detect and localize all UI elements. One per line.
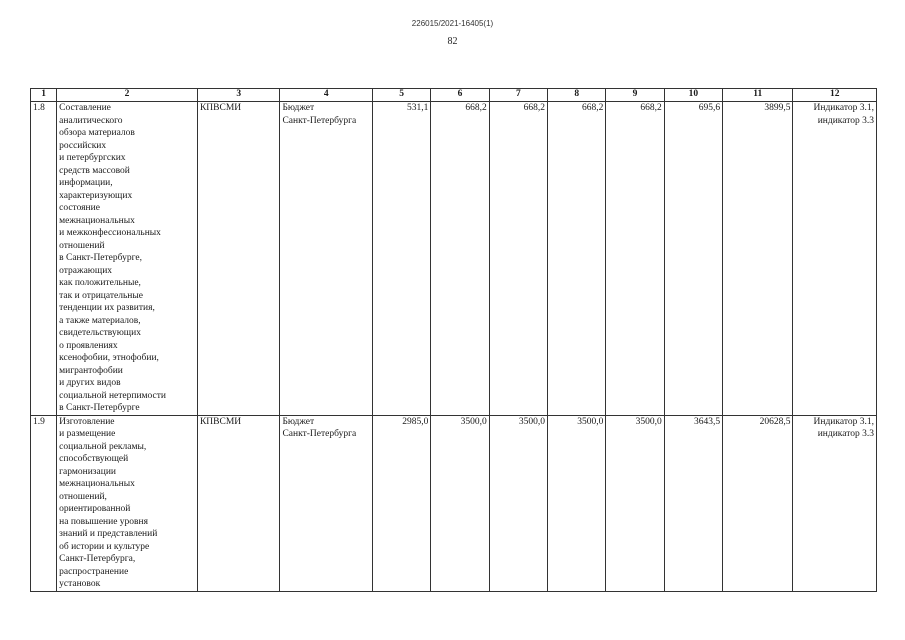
activity-description: Составление аналитического обзора материалов российских и петербургских средств массовой информации, характеризующих состояние межнациональных и межконфессиональных отношений в Санкт-Петербурге, отражающих как положительные, так и отрицательные тенденции их развития, а также материалов, свидетельствующих о проявлениях ксенофобии, этнофобии, мигрантофобии и других видов социальной нетерпимости в Санкт-Петербурге xyxy=(57,102,198,416)
value-col-8: 668,2 xyxy=(548,102,606,416)
value-col-7: 3500,0 xyxy=(489,415,547,591)
value-col-5: 2985,0 xyxy=(373,415,431,591)
value-col-10: 3643,5 xyxy=(664,415,722,591)
row-number: 1.9 xyxy=(31,415,57,591)
column-header: 5 xyxy=(373,89,431,102)
value-col-7: 668,2 xyxy=(489,102,547,416)
program-table xyxy=(30,88,877,592)
column-header: 6 xyxy=(431,89,489,102)
page-number: 82 xyxy=(447,36,458,47)
document-number: 226015/2021-16405(1) xyxy=(411,19,494,28)
value-col-6: 668,2 xyxy=(431,102,489,416)
executor: КПВСМИ xyxy=(197,415,279,591)
indicators: Индикатор 3.1, индикатор 3.3 xyxy=(793,102,877,416)
column-header: 3 xyxy=(197,89,279,102)
indicators: Индикатор 3.1, индикатор 3.3 xyxy=(793,415,877,591)
value-col-9: 668,2 xyxy=(606,102,664,416)
column-header: 7 xyxy=(489,89,547,102)
column-header: 12 xyxy=(793,89,877,102)
column-header: 11 xyxy=(723,89,793,102)
value-col-10: 695,6 xyxy=(664,102,722,416)
funding-source: Бюджет Санкт-Петербурга xyxy=(280,415,373,591)
column-header: 2 xyxy=(57,89,198,102)
table-row xyxy=(31,102,877,416)
column-header: 8 xyxy=(548,89,606,102)
funding-source: Бюджет Санкт-Петербурга xyxy=(280,102,373,416)
column-header: 1 xyxy=(31,89,57,102)
value-col-11: 20628,5 xyxy=(723,415,793,591)
column-header: 10 xyxy=(664,89,722,102)
value-col-11: 3899,5 xyxy=(723,102,793,416)
row-number: 1.8 xyxy=(31,102,57,416)
value-col-5: 531,1 xyxy=(373,102,431,416)
column-header: 4 xyxy=(280,89,373,102)
table-row xyxy=(31,415,877,591)
executor: КПВСМИ xyxy=(197,102,279,416)
activity-description: Изготовление и размещение социальной рекламы, способствующей гармонизации межнациональных отношений, ориентированной на повышение уровня знаний и представлений об истории и культуре Санкт-Петербурга, распространение установок xyxy=(57,415,198,591)
column-header-row xyxy=(31,89,877,102)
value-col-8: 3500,0 xyxy=(548,415,606,591)
value-col-6: 3500,0 xyxy=(431,415,489,591)
column-header: 9 xyxy=(606,89,664,102)
value-col-9: 3500,0 xyxy=(606,415,664,591)
